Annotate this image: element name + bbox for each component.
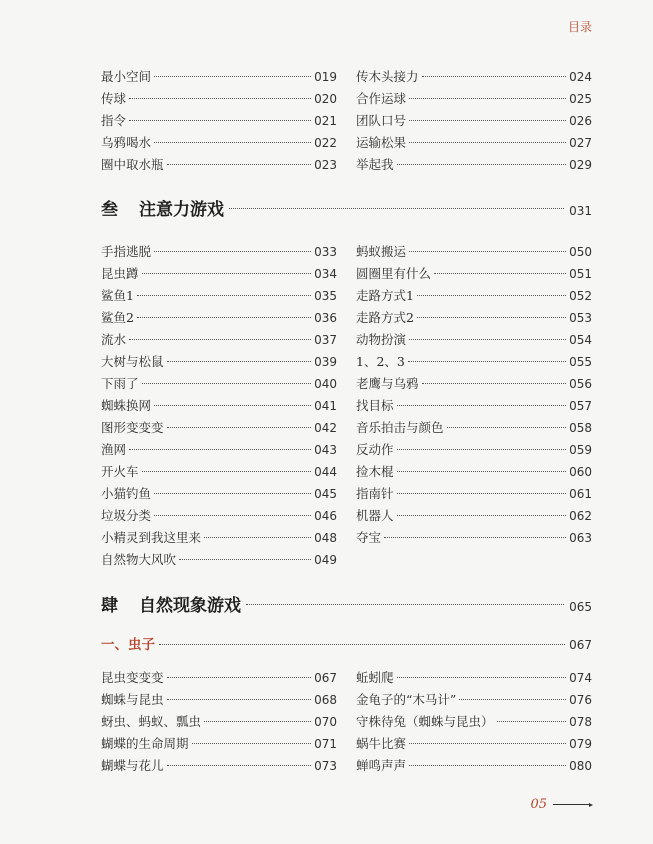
toc-entry[interactable] [101, 373, 337, 395]
toc-entry-title: 乌鸦喝水 [101, 135, 152, 150]
dot-leader [397, 515, 567, 516]
toc-entry-title: 鲨鱼2 [101, 310, 134, 325]
toc-entry-page: 045 [314, 487, 337, 501]
footer-rule [553, 804, 589, 805]
toc-entry[interactable] [101, 329, 337, 351]
dot-leader [497, 721, 567, 722]
toc-entry[interactable] [356, 667, 592, 689]
dot-leader [459, 699, 566, 700]
toc-entry-page: 040 [314, 377, 337, 391]
dot-leader [167, 677, 312, 678]
chapter-title: 注意力游戏 [139, 200, 224, 220]
arrow-icon [589, 803, 593, 807]
toc-entry-title: 图形变变变 [101, 420, 164, 435]
toc-entry[interactable] [356, 373, 592, 395]
toc-entry-page: 079 [569, 737, 592, 751]
toc-entry-page: 036 [314, 311, 337, 325]
dot-leader [192, 743, 312, 744]
toc-entry[interactable] [356, 689, 592, 711]
toc-entry-page: 042 [314, 421, 337, 435]
toc-entry-page: 041 [314, 399, 337, 413]
toc-entry-title: 下雨了 [101, 376, 139, 391]
running-header-label: 目录 [567, 20, 592, 34]
toc-column-left [101, 241, 337, 571]
toc-entry-title: 传木头接力 [356, 69, 419, 84]
toc-entry[interactable] [101, 549, 337, 571]
toc-entry-title: 最小空间 [101, 69, 152, 84]
toc-entry-page: 067 [314, 671, 337, 685]
toc-entry-page: 063 [569, 531, 592, 545]
dot-leader [137, 317, 311, 318]
toc-entry-page: 051 [569, 267, 592, 281]
toc-entry-title: 团队口号 [356, 113, 407, 128]
toc-entry-page: 034 [314, 267, 337, 281]
dot-leader [154, 405, 311, 406]
toc-entry[interactable] [101, 110, 337, 132]
toc-entry-title: 走路方式1 [356, 288, 414, 303]
toc-entry-title: 蚜虫、蚂蚁、瓢虫 [101, 714, 202, 729]
chapter-heading-4[interactable] [101, 592, 592, 620]
dot-leader [417, 317, 566, 318]
dot-leader [397, 449, 567, 450]
toc-entry[interactable] [101, 755, 337, 777]
dot-leader [159, 644, 565, 645]
toc-entry-title: 蚯蚓爬 [356, 670, 394, 685]
dot-leader [129, 339, 311, 340]
toc-entry[interactable] [101, 527, 337, 549]
toc-entry-title: 蜘蛛与昆虫 [101, 692, 164, 707]
chapter-number: 叁 [101, 200, 118, 220]
toc-entry-page: 078 [569, 715, 592, 729]
toc-entry[interactable] [356, 461, 592, 483]
toc-entry-title: 动物扮演 [356, 332, 407, 347]
toc-entry-page: 037 [314, 333, 337, 347]
toc-entry-title: 找目标 [356, 398, 394, 413]
toc-entry-page: 050 [569, 245, 592, 259]
toc-entry[interactable] [356, 755, 592, 777]
dot-leader [167, 699, 312, 700]
toc-entry-title: 反动作 [356, 442, 394, 457]
section-title: 一、虫子 [101, 637, 155, 653]
toc-entry-title: 蝉鸣声声 [356, 758, 407, 773]
toc-entry[interactable] [101, 505, 337, 527]
dot-leader [154, 493, 311, 494]
toc-entry-page: 068 [314, 693, 337, 707]
toc-entry-title: 昆虫变变变 [101, 670, 164, 685]
page-footer [530, 797, 593, 812]
toc-entry-title: 夺宝 [356, 530, 382, 545]
toc-entry[interactable] [101, 241, 337, 263]
toc-column-left [101, 66, 337, 176]
toc-entry[interactable] [101, 132, 337, 154]
page-number: 05 [530, 797, 547, 812]
dot-leader [129, 120, 311, 121]
section-page-number: 067 [569, 638, 592, 652]
toc-entry-title: 举起我 [356, 157, 394, 172]
dot-leader [447, 427, 567, 428]
toc-entry[interactable] [356, 110, 592, 132]
dot-leader [397, 677, 567, 678]
dot-leader [167, 164, 312, 165]
toc-entry-title: 指令 [101, 113, 127, 128]
toc-entry-page: 076 [569, 693, 592, 707]
dot-leader [167, 427, 312, 428]
dot-leader [142, 273, 312, 274]
toc-entry-title: 机器人 [356, 508, 394, 523]
dot-leader [397, 164, 567, 165]
toc-entry[interactable] [101, 88, 337, 110]
toc-entry-page: 058 [569, 421, 592, 435]
toc-entry-title: 合作运球 [356, 91, 407, 106]
dot-leader [409, 251, 566, 252]
toc-entry-title: 圈中取水瓶 [101, 157, 164, 172]
toc-entry-page: 023 [314, 158, 337, 172]
toc-entry-page: 046 [314, 509, 337, 523]
toc-entry[interactable] [356, 285, 592, 307]
toc-entry-page: 059 [569, 443, 592, 457]
dot-leader [397, 405, 567, 406]
toc-entry[interactable] [356, 483, 592, 505]
toc-entry-page: 027 [569, 136, 592, 150]
toc-entry[interactable] [101, 417, 337, 439]
toc-entry-page: 062 [569, 509, 592, 523]
toc-entry-page: 025 [569, 92, 592, 106]
toc-entry-page: 071 [314, 737, 337, 751]
toc-entry-title: 小猫钓鱼 [101, 486, 152, 501]
dot-leader [397, 493, 567, 494]
toc-entry-page: 056 [569, 377, 592, 391]
toc-entry-title: 音乐拍击与颜色 [356, 420, 444, 435]
chapter-heading-3[interactable] [101, 196, 592, 224]
dot-leader [384, 537, 566, 538]
toc-entry[interactable] [356, 733, 592, 755]
toc-column-right [356, 667, 592, 777]
dot-leader [204, 537, 311, 538]
toc-entry-title: 手指逃脱 [101, 244, 152, 259]
toc-entry-title: 垃圾分类 [101, 508, 152, 523]
toc-entry-page: 052 [569, 289, 592, 303]
toc-entry-title: 运输松果 [356, 135, 407, 150]
toc-entry-page: 029 [569, 158, 592, 172]
toc-entry-page: 043 [314, 443, 337, 457]
dot-leader [417, 295, 566, 296]
toc-entry[interactable] [101, 667, 337, 689]
dot-leader [142, 471, 312, 472]
chapter-number: 肆 [101, 596, 118, 616]
dot-leader [397, 471, 567, 472]
dot-leader [422, 383, 567, 384]
dot-leader [409, 339, 566, 340]
toc-entry-page: 039 [314, 355, 337, 369]
toc-entry-title: 昆虫蹲 [101, 266, 139, 281]
toc-entry[interactable] [356, 351, 592, 373]
toc-entry[interactable] [101, 711, 337, 733]
toc-entry-page: 074 [569, 671, 592, 685]
dot-leader [167, 765, 312, 766]
toc-column-left [101, 667, 337, 777]
toc-entry-title: 走路方式2 [356, 310, 414, 325]
toc-entry[interactable] [101, 154, 337, 176]
dot-leader [409, 98, 566, 99]
table-of-contents [101, 66, 592, 777]
dot-leader [204, 721, 311, 722]
toc-entry-page: 020 [314, 92, 337, 106]
toc-entry-page: 080 [569, 759, 592, 773]
toc-entry[interactable] [356, 505, 592, 527]
section-heading-insects[interactable] [101, 634, 592, 656]
toc-entry-title: 鲨鱼1 [101, 288, 134, 303]
toc-entry-title: 开火车 [101, 464, 139, 479]
toc-entry-page: 057 [569, 399, 592, 413]
toc-entry[interactable] [101, 263, 337, 285]
dot-leader [422, 76, 567, 77]
dot-leader [409, 743, 566, 744]
toc-entry-title: 指南针 [356, 486, 394, 501]
toc-entry-title: 老鹰与乌鸦 [356, 376, 419, 391]
toc-entry-page: 019 [314, 70, 337, 84]
toc-entry-title: 小精灵到我这里来 [101, 530, 202, 545]
dot-leader [408, 361, 566, 362]
toc-entry-title: 蚂蚁搬运 [356, 244, 407, 259]
toc-entry[interactable] [356, 307, 592, 329]
toc-entry[interactable] [101, 395, 337, 417]
toc-block-2 [101, 241, 592, 571]
toc-entry[interactable] [356, 263, 592, 285]
toc-entry-page: 060 [569, 465, 592, 479]
dot-leader [409, 120, 566, 121]
dot-leader [154, 515, 311, 516]
toc-entry[interactable] [101, 351, 337, 373]
toc-entry-page: 022 [314, 136, 337, 150]
toc-entry[interactable] [101, 439, 337, 461]
dot-leader [154, 142, 311, 143]
dot-leader [179, 559, 311, 560]
dot-leader [129, 98, 311, 99]
toc-entry[interactable] [356, 66, 592, 88]
chapter-page-number: 065 [569, 600, 592, 614]
toc-entry-page: 049 [314, 553, 337, 567]
dot-leader [167, 361, 312, 362]
dot-leader [129, 449, 311, 450]
dot-leader [434, 273, 566, 274]
toc-entry-page: 053 [569, 311, 592, 325]
toc-entry-page: 033 [314, 245, 337, 259]
chapter-page-number: 031 [569, 204, 592, 218]
dot-leader [154, 251, 311, 252]
dot-leader [246, 604, 564, 605]
toc-entry[interactable] [356, 154, 592, 176]
toc-entry-page: 054 [569, 333, 592, 347]
toc-column-right [356, 66, 592, 176]
toc-entry-page: 073 [314, 759, 337, 773]
toc-entry[interactable] [356, 711, 592, 733]
toc-entry-page: 024 [569, 70, 592, 84]
toc-entry-page: 044 [314, 465, 337, 479]
toc-entry-title: 捡木棍 [356, 464, 394, 479]
toc-entry[interactable] [101, 307, 337, 329]
dot-leader [142, 383, 312, 384]
toc-entry-title: 流水 [101, 332, 127, 347]
dot-leader [154, 76, 311, 77]
toc-entry-title: 大树与松鼠 [101, 354, 164, 369]
toc-entry-page: 048 [314, 531, 337, 545]
toc-entry[interactable] [356, 439, 592, 461]
toc-entry[interactable] [101, 66, 337, 88]
toc-entry-title: 守株待兔（蜘蛛与昆虫） [356, 714, 494, 729]
toc-entry[interactable] [356, 417, 592, 439]
toc-entry-title: 传球 [101, 91, 127, 106]
toc-entry-page: 026 [569, 114, 592, 128]
toc-entry[interactable] [101, 461, 337, 483]
toc-entry[interactable] [101, 483, 337, 505]
toc-entry-title: 圆圈里有什么 [356, 266, 432, 281]
toc-entry-page: 021 [314, 114, 337, 128]
toc-entry[interactable] [101, 285, 337, 307]
toc-entry-title: 蝴蝶的生命周期 [101, 736, 189, 751]
dot-leader [229, 208, 564, 209]
toc-entry[interactable] [101, 689, 337, 711]
toc-entry-title: 蜘蛛换网 [101, 398, 152, 413]
dot-leader [409, 765, 566, 766]
toc-entry-title: 蜗牛比赛 [356, 736, 407, 751]
toc-entry-page: 055 [569, 355, 592, 369]
toc-entry[interactable] [356, 527, 592, 549]
toc-entry[interactable] [101, 733, 337, 755]
toc-entry[interactable] [356, 329, 592, 351]
toc-entry-title: 金龟子的“木马计” [356, 692, 457, 707]
toc-block-3 [101, 667, 592, 777]
toc-entry[interactable] [356, 88, 592, 110]
dot-leader [137, 295, 311, 296]
toc-entry-title: 自然物大风吹 [101, 552, 177, 567]
toc-entry-page: 061 [569, 487, 592, 501]
toc-column-right [356, 241, 592, 571]
chapter-title: 自然现象游戏 [139, 596, 241, 616]
toc-block-1 [101, 66, 592, 176]
toc-entry-title: 蝴蝶与花儿 [101, 758, 164, 773]
toc-entry[interactable] [356, 241, 592, 263]
toc-entry[interactable] [356, 395, 592, 417]
toc-entry[interactable] [356, 132, 592, 154]
toc-entry-page: 035 [314, 289, 337, 303]
toc-entry-title: 1、2、3 [356, 354, 405, 369]
dot-leader [409, 142, 566, 143]
toc-entry-title: 渔网 [101, 442, 127, 457]
toc-entry-page: 070 [314, 715, 337, 729]
